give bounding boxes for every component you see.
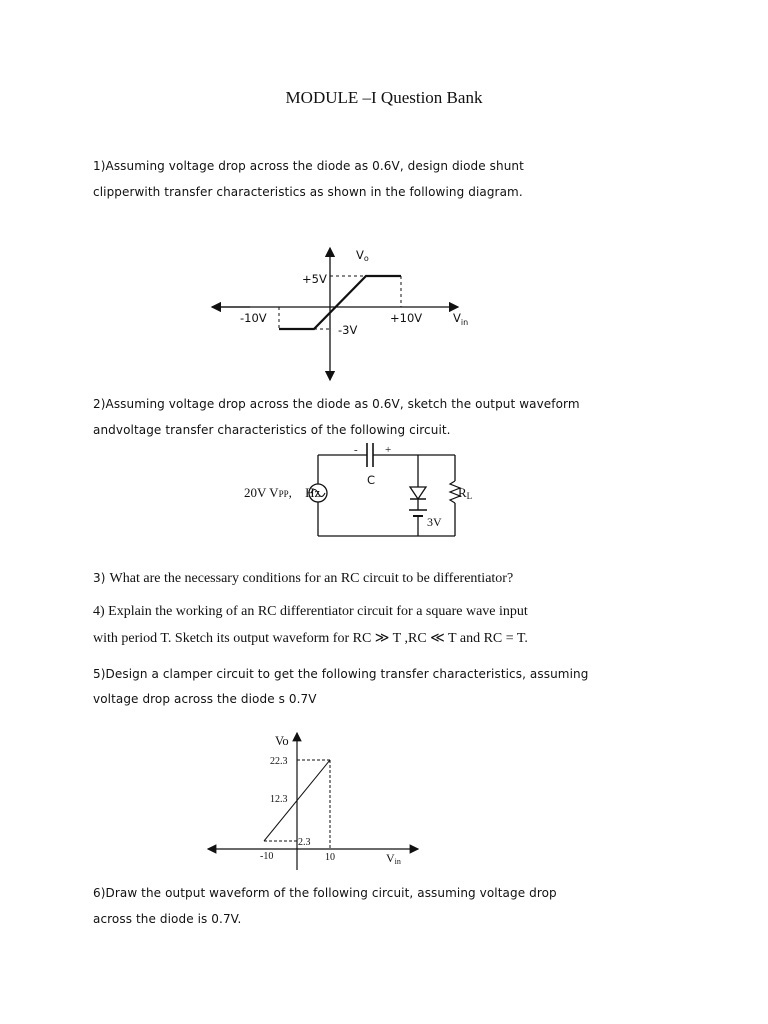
question-3-number: 3) (93, 571, 106, 585)
y-axis-label: Vo (356, 248, 369, 263)
question-3-text: What are the necessary conditions for an RC circuit to be differentiator? (109, 571, 514, 586)
source-label: 20V VPP, Hz (244, 485, 321, 500)
question-6-line-1: 6)Draw the output waveform of the following circuit, assuming voltage drop (93, 886, 557, 900)
question-4-line-1: 4) Explain the working of an RC differentiator circuit for a square wave input (93, 604, 528, 619)
neg-level-label: -3V (338, 323, 358, 337)
capacitor-plus-label: + (385, 444, 392, 456)
pos-level-label: +5V (302, 272, 327, 286)
neg-break-label: -10V (240, 311, 267, 325)
capacitor-minus-label: - (354, 444, 358, 456)
pos-break-label: +10V (390, 311, 423, 325)
question-1-line-2: clipperwith transfer characteristics as shown in the following diagram. (93, 185, 523, 199)
x-neg-label: -10 (260, 851, 274, 862)
y-axis-label: Vo (275, 734, 289, 748)
question-2-line-2: andvoltage transfer characteristics of the following circuit. (93, 423, 451, 437)
question-2-line-1: 2)Assuming voltage drop across the diode as 0.6V, sketch the output waveform (93, 397, 580, 411)
question-5-line-2: voltage drop across the diode s 0.7V (93, 692, 317, 706)
battery-label: 3V (427, 515, 442, 529)
y-low-label: 2.3 (298, 837, 311, 848)
x-axis-label: Vin (386, 851, 401, 866)
x-axis-label: $V_{in}$ (453, 311, 469, 327)
question-4-line-2: with period T. Sketch its output waveform for RC ≫ T ,RC ≪ T and RC = T. (93, 631, 528, 646)
question-1-line-1: 1)Assuming voltage drop across the diode as 0.6V, design diode shunt (93, 159, 524, 173)
question-6-line-2: across the diode is 0.7V. (93, 912, 242, 926)
page-title: MODULE –I Question Bank (285, 88, 483, 107)
y-mid-label: 12.3 (270, 794, 288, 805)
question-5-line-1: 5)Design a clamper circuit to get the following transfer characteristics, assuming (93, 667, 589, 681)
load-label: RL (458, 485, 473, 501)
capacitor-label: C (367, 473, 376, 487)
y-top-label: 22.3 (270, 756, 288, 767)
x-pos-label: 10 (325, 852, 335, 863)
